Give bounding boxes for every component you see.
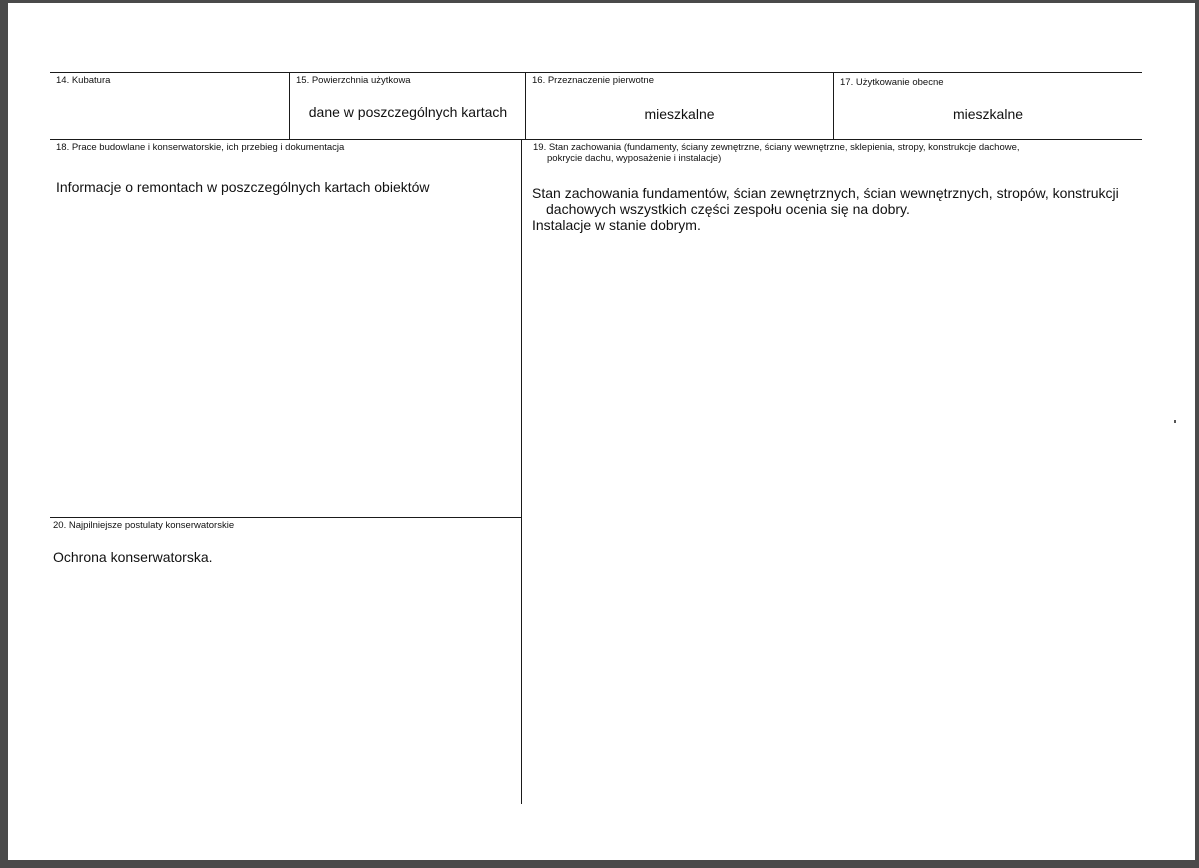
- field-20-value: Ochrona konserwatorska.: [53, 549, 213, 565]
- field-17-label: 17. Użytkowanie obecne: [840, 77, 944, 88]
- field-19-value-paragraph-1: Stan zachowania fundamentów, ścian zewnętrznych, ścian wewnętrznych, stropów, konstrukcji dachowych wszystkich części zespołu ocenia się na dobry.: [532, 185, 1119, 217]
- field-18-value: Informacje o remontach w poszczególnych kartach obiektów: [56, 179, 430, 195]
- scan-speck: [1174, 420, 1176, 423]
- row-divider: [50, 139, 1142, 140]
- field-19-value-paragraph-2: Instalacje w stanie dobrym.: [532, 217, 701, 233]
- field-15-label: 15. Powierzchnia użytkowa: [296, 75, 411, 86]
- field-19-label-line2: pokrycie dachu, wyposażenie i instalacje): [547, 153, 722, 164]
- field-19-label-line1: 19. Stan zachowania (fundamenty, ściany zewnętrzne, ściany wewnętrzne, sklepienia, stropy, konstrukcje dachowe,: [533, 142, 1020, 153]
- main-col-divider: [521, 139, 522, 804]
- field-20-label: 20. Najpilniejsze postulaty konserwatorskie: [53, 520, 235, 531]
- field-19-value: [532, 185, 1140, 233]
- field-17-value: mieszkalne: [952, 106, 1024, 122]
- scan-border-bottom: [0, 860, 1199, 868]
- field-16-value: mieszkalne: [644, 106, 715, 122]
- field-18-label: 18. Prace budowlane i konserwatorskie, ich przebieg i dokumentacja: [56, 142, 345, 153]
- field-15-value: dane w poszczególnych kartach: [308, 104, 508, 120]
- field-16-label: 16. Przeznaczenie pierwotne: [532, 75, 654, 86]
- form-sheet: [8, 3, 1195, 860]
- scan-border-right: [1195, 0, 1199, 868]
- scan-border-left: [0, 0, 8, 868]
- field-14-label: 14. Kubatura: [56, 75, 111, 86]
- top-rule: [50, 72, 1142, 73]
- section-20-rule: [50, 517, 522, 518]
